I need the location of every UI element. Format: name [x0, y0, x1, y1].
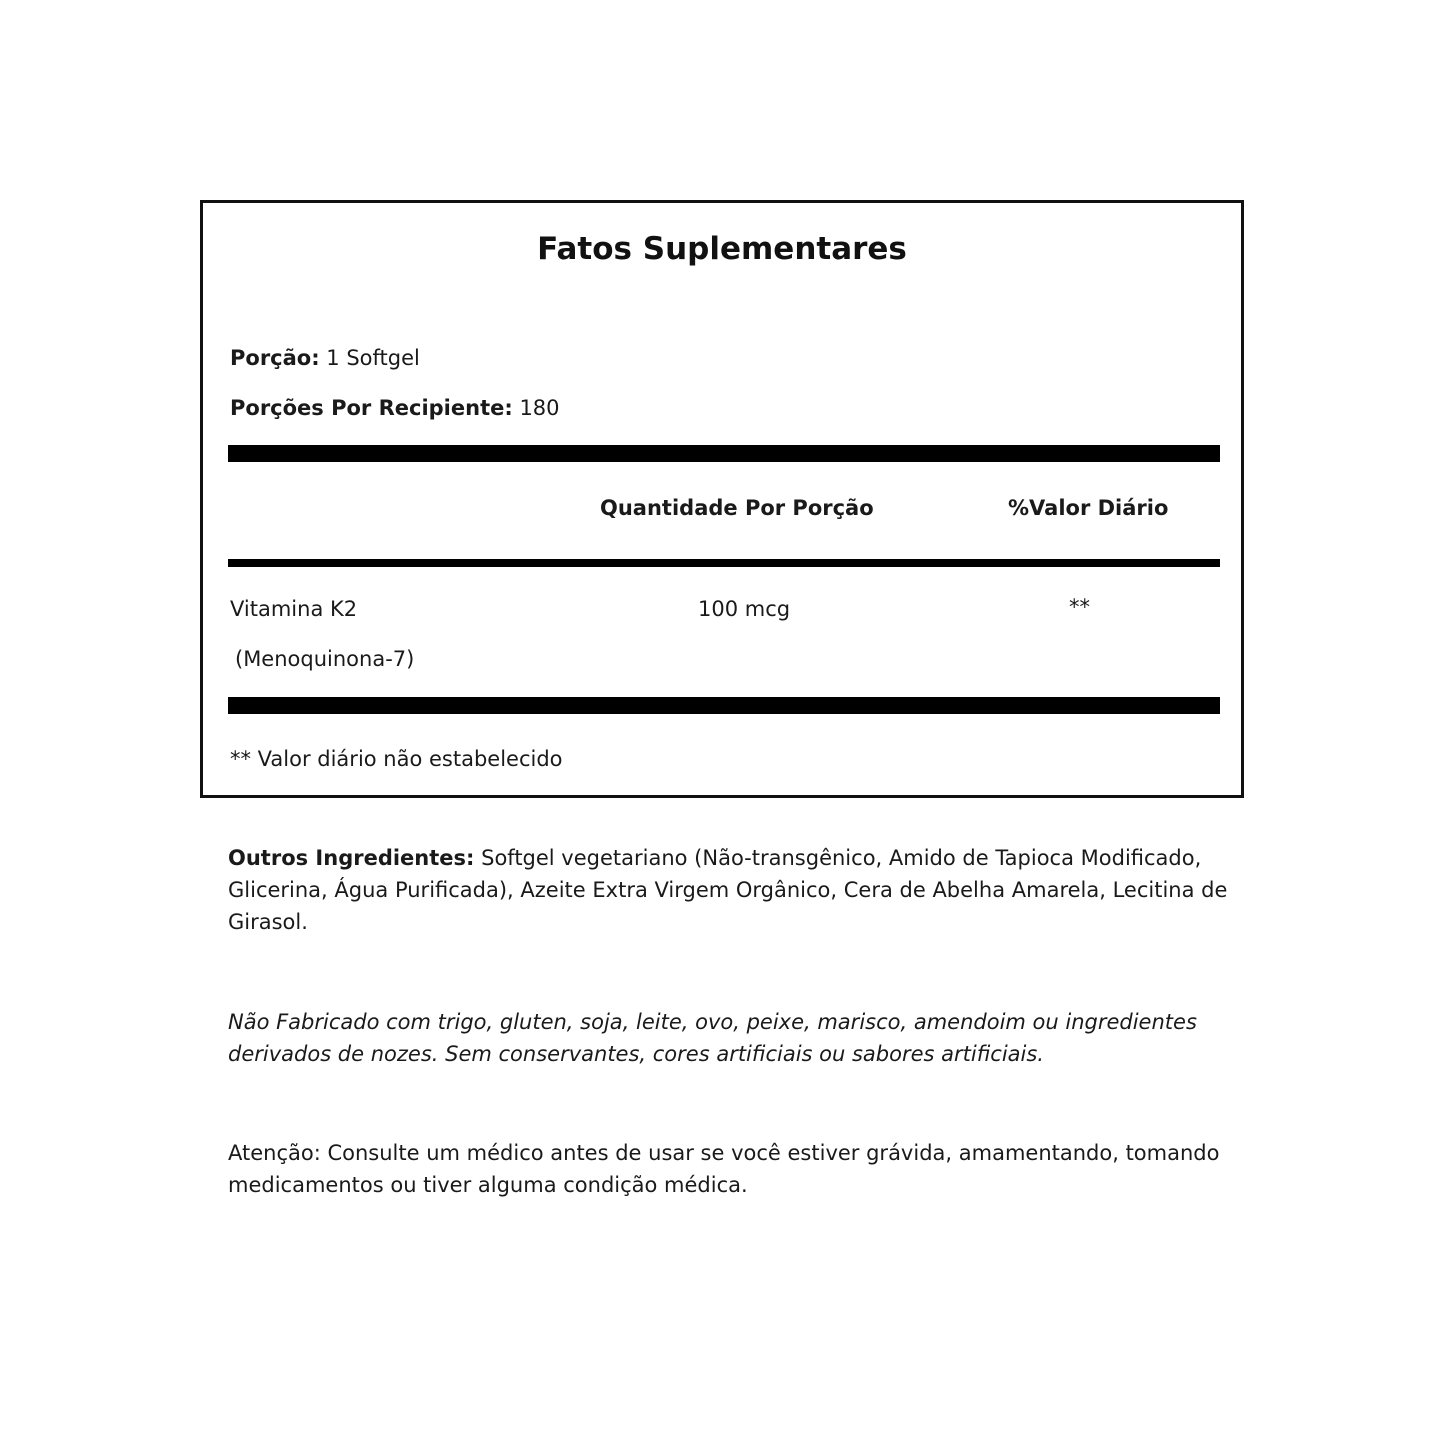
nutrient-amount: 100 mcg [698, 597, 791, 621]
daily-value-header: %Valor Diário [1008, 496, 1169, 520]
allergen-statement: Não Fabricado com trigo, gluten, soja, leite, ovo, peixe, marisco, amendoim ou ingredientes derivados de nozes. Sem conservantes, cores artificiais ou sabores artificiais. [228, 1010, 1197, 1066]
supplement-facts-panel [200, 200, 1244, 798]
daily-value-footnote: ** Valor diário não estabelecido [230, 747, 563, 771]
divider-bar-middle [228, 559, 1220, 567]
other-ingredients [228, 842, 1228, 938]
serving-size-value: 1 Softgel [319, 346, 420, 370]
other-ingredients-label: Outros Ingredientes: [228, 846, 475, 870]
other-ingredients-text: Softgel vegetariano (Não-transgênico, Amido de Tapioca Modificado, Glicerina, Água Purificada), Azeite Extra Virgem Orgânico, Cera de Abelha Amarela, Lecitina de Girasol. [228, 846, 1228, 934]
serving-size [230, 346, 420, 370]
nutrient-sub-name: (Menoquinona-7) [235, 647, 415, 671]
divider-bar-top [228, 445, 1220, 462]
servings-per-container-value: 180 [512, 396, 560, 420]
amount-per-serving-header: Quantidade Por Porção [600, 496, 874, 520]
divider-bar-bottom [228, 697, 1220, 714]
servings-per-container [230, 396, 560, 420]
nutrient-name: Vitamina K2 [230, 597, 358, 621]
servings-per-container-label: Porções Por Recipiente: [230, 396, 513, 420]
serving-size-label: Porção: [230, 346, 320, 370]
warning-statement: Atenção: Consulte um médico antes de usar se você estiver grávida, amamentando, tomando medicamentos ou tiver alguma condição médica. [228, 1141, 1220, 1197]
facts-title: Fatos Suplementares [537, 231, 907, 267]
nutrient-daily-value: ** [1069, 595, 1090, 619]
